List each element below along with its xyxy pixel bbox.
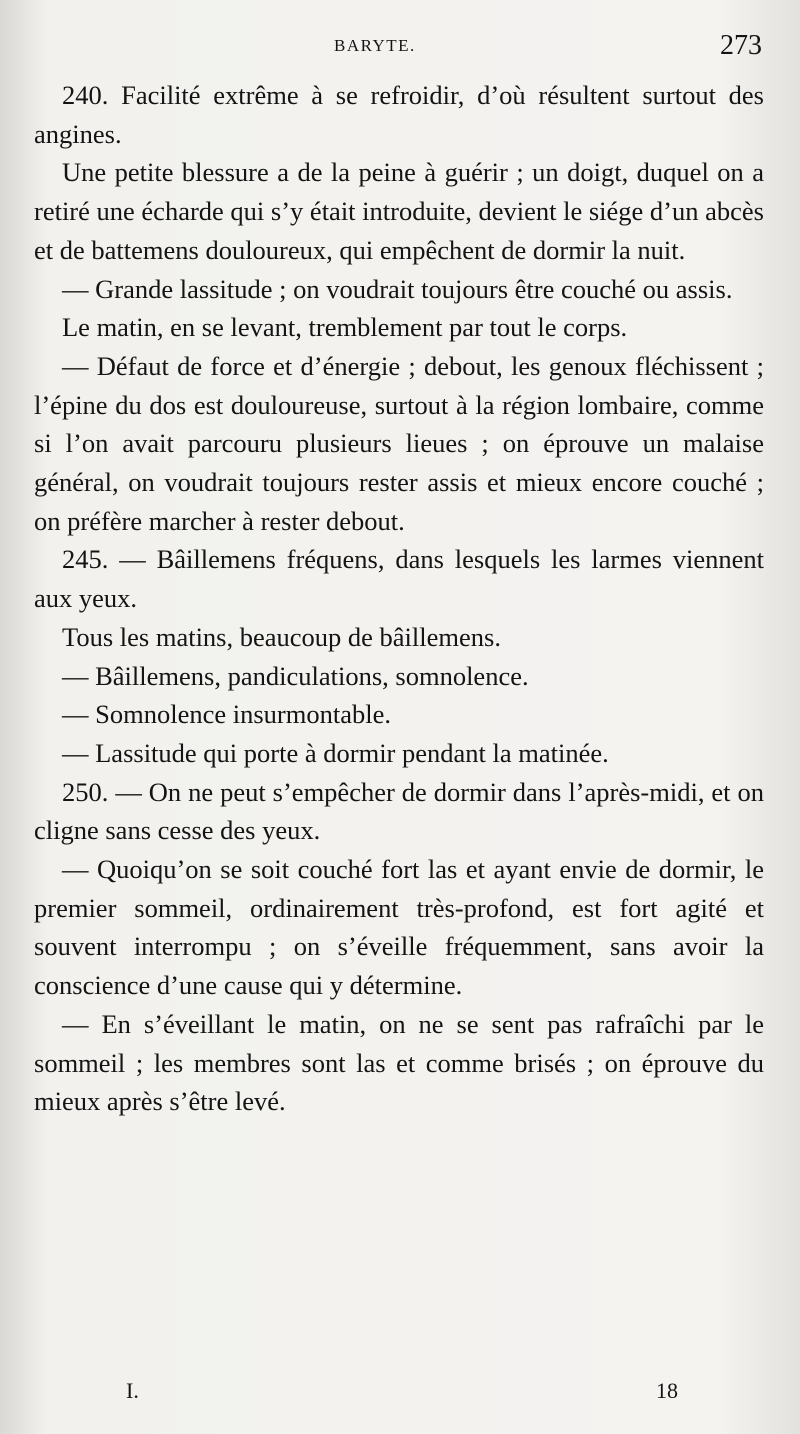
running-head (34, 30, 762, 66)
paragraph-wound: Une petite blessure a de la peine à guérir ; un doigt, duquel on a retiré une écharde qui s’y était introduite, devient le siége d’un abcès et de battemens douloureux, qui empêchent de dormir la nuit. (34, 157, 764, 265)
paragraph-morning-yawning: Tous les matins, beaucoup de bâillemens. (62, 621, 501, 652)
paragraph-lassitude: — Grande lassitude ; on voudrait toujours être couché ou assis. (62, 273, 733, 304)
page-number: 273 (720, 30, 762, 61)
paragraph-250: 250. — On ne peut s’empêcher de dormir dans l’après-midi, et on cligne sans cesse des yeux. (34, 776, 764, 846)
paragraph-morning-trembling: Le matin, en se levant, tremblement par tout le corps. (62, 312, 628, 343)
signature-mark: I. (126, 1378, 139, 1403)
paragraph-weakness: — Défaut de force et d’énergie ; debout, les genoux fléchissent ; l’épine du dos est douloureuse, surtout à la région lombaire, comme si l’on avait parcouru plusieurs lieues ; on éprouve un malaise général, on voudrait toujours rester assis et mieux encore couché ; on préfère marcher à rester debout. (34, 350, 764, 536)
paragraph-sleep: — Quoiqu’on se soit couché fort las et ayant envie de dormir, le premier sommeil, ordinairement très-profond, est fort agité et souvent interrompu ; on s’éveille fréquemment, sans avoir la conscience d’une cause qui y détermine. (34, 854, 764, 1001)
footer-folio: 18 (656, 1378, 678, 1403)
page-footer (34, 1378, 758, 1408)
body-text (34, 76, 764, 1121)
paragraph-240: 240. Facilité extrême à se refroidir, d’où résultent surtout des angines. (34, 80, 764, 149)
header-title: BARYTE. (334, 36, 416, 55)
paragraph-matinee: — Lassitude qui porte à dormir pendant la matinée. (62, 737, 609, 768)
paragraph-waking: — En s’éveillant le matin, on ne se sent pas rafraîchi par le sommeil ; les membres sont las et comme brisés ; on éprouve du mieux après s’être levé. (34, 1008, 764, 1117)
paragraph-245: 245. — Bâillemens fréquens, dans lesquels les larmes viennent aux yeux. (34, 544, 764, 614)
paragraph-somnolence: — Somnolence insurmontable. (62, 699, 391, 730)
paragraph-pandiculations: — Bâillemens, pandiculations, somnolence. (62, 660, 529, 691)
